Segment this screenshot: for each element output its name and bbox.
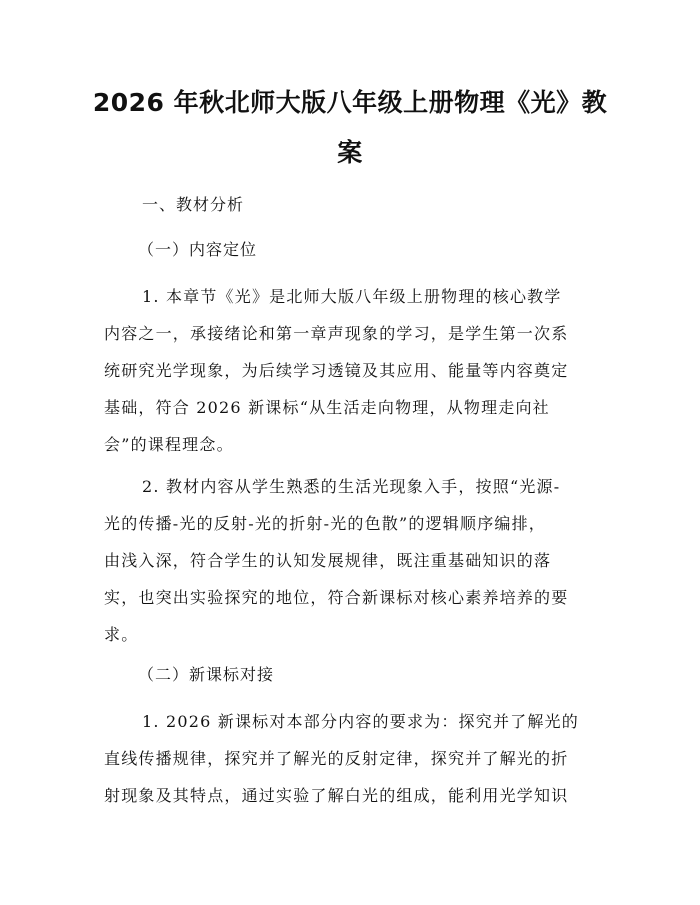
paragraph-1 [104, 287, 604, 472]
paragraph-line: 统研究光学现象，为后续学习透镜及其应用、能量等内容奠定 [104, 361, 569, 380]
paragraph-line: 由浅入深，符合学生的认知发展规律，既注重基础知识的落 [104, 551, 552, 570]
section-heading: 一、教材分析 [142, 195, 245, 214]
paragraph-line: 2. 教材内容从学生熟悉的生活光现象入手，按照“光源- [142, 477, 561, 496]
subsection-heading-curriculum-alignment: （二）新课标对接 [138, 665, 275, 684]
paragraph-line: 会”的课程理念。 [104, 435, 234, 454]
document-title-line-2: 案 [337, 138, 363, 167]
paragraph-line: 实，也突出实验探究的地位，符合新课标对核心素养培养的要 [104, 588, 569, 607]
paragraph-line: 射现象及其特点，通过实验了解白光的组成，能利用光学知识 [104, 786, 569, 805]
document-title-line-1: 2026 年秋北师大版八年级上册物理《光》教 [92, 88, 608, 117]
paragraph-2 [104, 477, 604, 662]
paragraph-3 [104, 712, 604, 823]
paragraph-line: 内容之一，承接绪论和第一章声现象的学习，是学生第一次系 [104, 324, 569, 343]
paragraph-line: 基础，符合 2026 新课标“从生活走向物理，从物理走向社 [104, 398, 550, 417]
paragraph-line: 光的传播-光的反射-光的折射-光的色散”的逻辑顺序编排， [104, 514, 546, 533]
paragraph-line: 求。 [104, 625, 139, 644]
paragraph-line: 1. 2026 新课标对本部分内容的要求为：探究并了解光的 [142, 712, 579, 731]
subsection-heading-content-positioning: （一）内容定位 [138, 240, 258, 259]
paragraph-line: 直线传播规律，探究并了解光的反射定律，探究并了解光的折 [104, 749, 569, 768]
paragraph-line: 1. 本章节《光》是北师大版八年级上册物理的核心教学 [142, 287, 562, 306]
